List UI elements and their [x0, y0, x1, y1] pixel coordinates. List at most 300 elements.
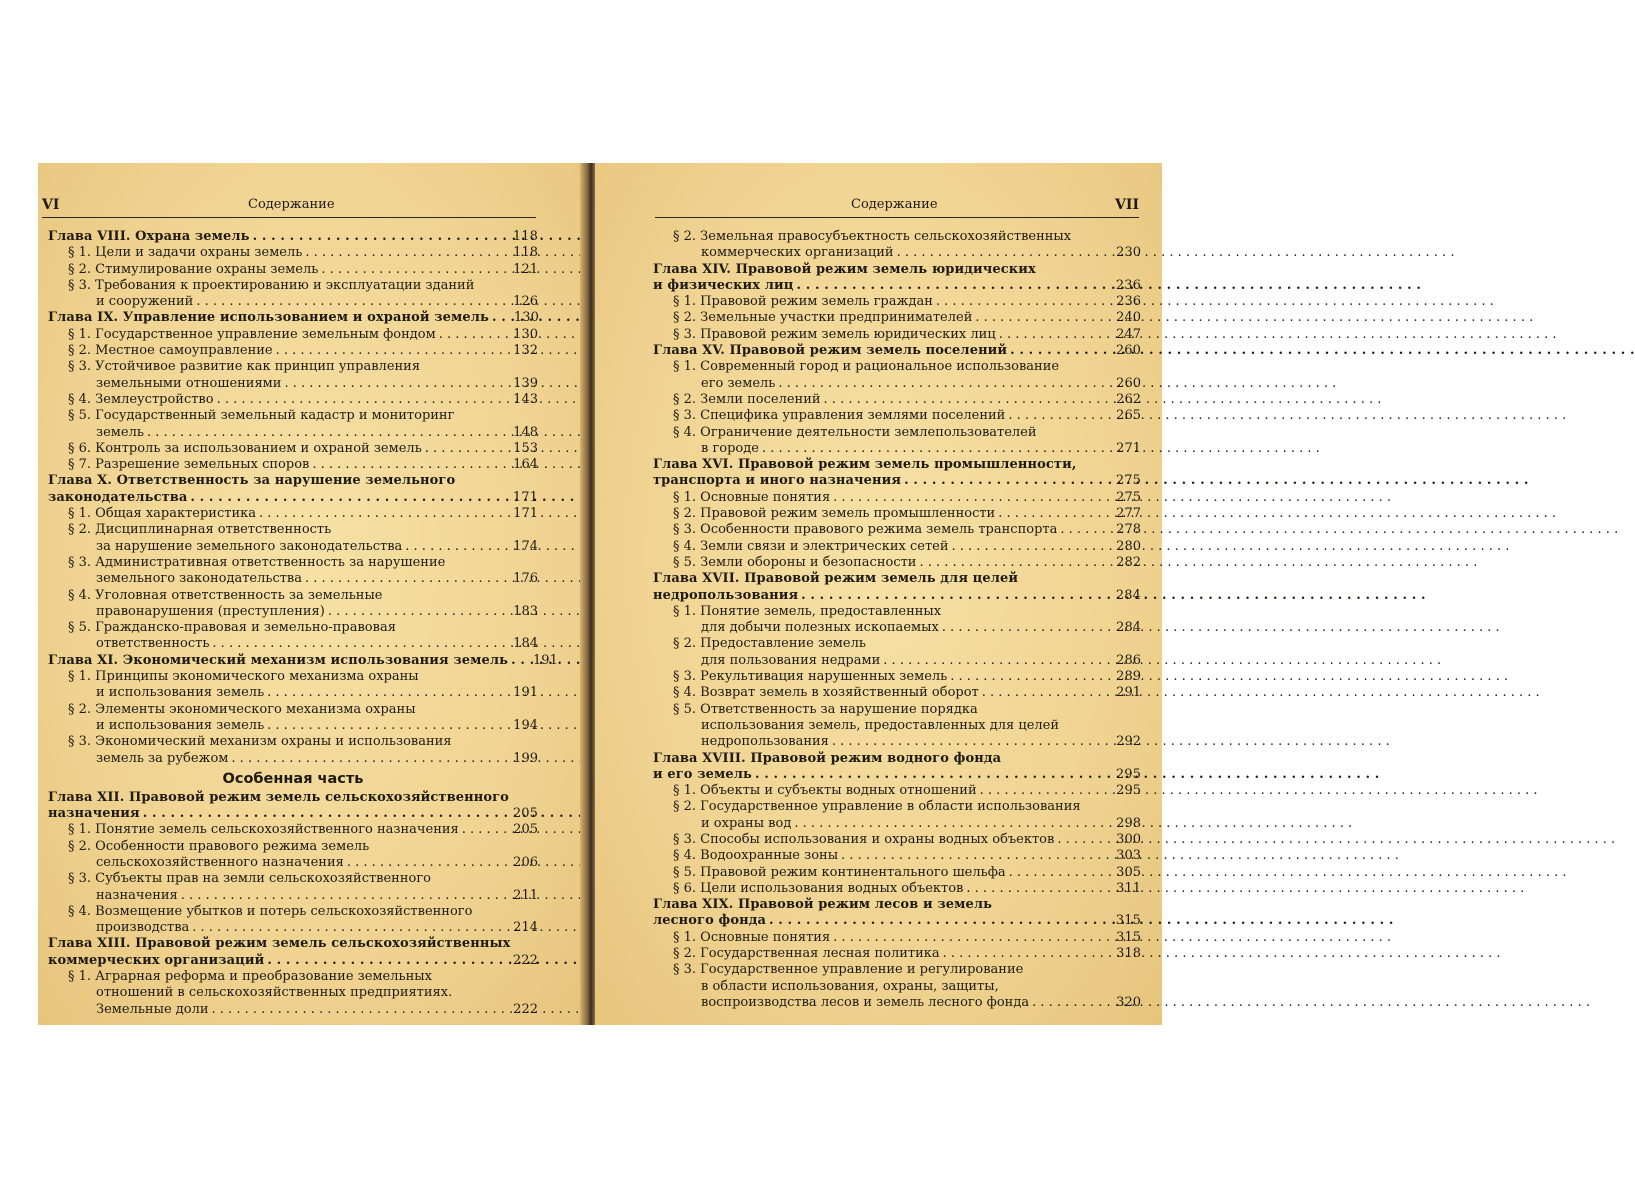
- toc-entry-title: недропользования: [701, 734, 829, 750]
- dot-leader: [833, 490, 1100, 506]
- dot-leader: [196, 294, 497, 310]
- dot-leader: [755, 767, 1100, 783]
- toc-chapter-entry: [653, 767, 1141, 783]
- toc-page-number: 318: [1116, 946, 1141, 962]
- toc-entry-title: § 6. Контроль за использованием и охраной земель: [68, 440, 422, 456]
- toc-entry-title: § 4. Возмещение убытков и потерь сельскохозяйственного: [68, 903, 473, 919]
- toc-chapter-entry: [653, 751, 1141, 767]
- part-heading: Особенная часть: [222, 770, 364, 787]
- toc-section-entry: [48, 839, 538, 855]
- toc-page-number: 183: [513, 603, 538, 619]
- toc-page-number: 265: [1116, 408, 1141, 424]
- toc-entry-continuation: [48, 425, 538, 441]
- toc-chapter-entry: [48, 806, 538, 822]
- toc-entry-title: § 2. Земельная правосубъектность сельскохозяйственных: [673, 229, 1072, 244]
- toc-section-entry: [653, 506, 1141, 522]
- dot-leader: [492, 310, 498, 326]
- toc-entry-continuation: [48, 539, 538, 555]
- toc-entry-title: за нарушение земельного законодательства: [96, 538, 403, 554]
- toc-section-entry: [653, 522, 1141, 538]
- book-spread: [38, 163, 1162, 1025]
- toc-entry-title: § 2. Стимулирование охраны земель: [68, 261, 319, 277]
- toc-entry-title: § 1. Объекты и субъекты водных отношений: [673, 783, 977, 799]
- toc-page-number: 205: [512, 806, 538, 822]
- dot-leader: [439, 327, 497, 343]
- toc-section-entry: [48, 408, 538, 424]
- toc-section-entry: [48, 904, 538, 920]
- toc-page-number: 262: [1116, 391, 1141, 407]
- toc-page-number: 275: [1116, 489, 1141, 505]
- dot-leader: [192, 920, 497, 936]
- toc-page-number: 153: [513, 440, 538, 456]
- toc-page-number: 130: [513, 326, 538, 342]
- dot-leader: [975, 310, 1100, 326]
- dot-leader: [312, 457, 497, 473]
- toc-page-number: 284: [1115, 587, 1141, 603]
- toc-section-entry: [653, 636, 1141, 652]
- toc-section-entry: [653, 604, 1141, 620]
- dot-leader: [982, 685, 1100, 701]
- toc-entry-title: § 3. Рекультивация нарушенных земель: [673, 669, 948, 685]
- dot-leader: [824, 392, 1100, 408]
- dot-leader: [797, 278, 1101, 294]
- toc-entry-title: § 1. Современный город и рациональное использование: [673, 359, 1060, 375]
- dot-leader: [998, 506, 1100, 522]
- toc-page-number: 222: [513, 1001, 538, 1017]
- dot-leader: [942, 620, 1100, 636]
- toc-entry-title: § 1. Общая характеристика: [68, 506, 256, 522]
- dot-leader: [217, 392, 497, 408]
- toc-section-entry: [653, 783, 1141, 799]
- toc-chapter-entry: [48, 790, 538, 806]
- dot-leader: [267, 685, 497, 701]
- toc-entry-title: Глава XIII. Правовой режим земель сельскохозяйственных: [48, 936, 511, 952]
- toc-section-entry: [48, 734, 538, 750]
- toc-page-number: 236: [1116, 294, 1141, 310]
- toc-entry-title: в городе: [701, 440, 759, 456]
- dot-leader: [267, 953, 497, 969]
- toc-entry-title: Глава X. Ответственность за нарушение земельного: [48, 473, 456, 489]
- toc-entry-title: и сооружений: [96, 294, 194, 310]
- toc-page-number: 222: [512, 952, 538, 968]
- toc-entry-title: § 3. Особенности правового режима земель транспорта: [673, 522, 1058, 538]
- toc-page-number: 286: [1116, 652, 1141, 668]
- left-table-of-contents: [48, 229, 559, 1018]
- toc-entry-title: § 4. Землеустройство: [68, 391, 214, 407]
- left-running-title: Содержание: [248, 197, 335, 212]
- dot-leader: [181, 888, 497, 904]
- toc-page-number: 315: [1115, 913, 1141, 929]
- right-page-number: VII: [1115, 197, 1139, 213]
- toc-entry-title: § 1. Правовой режим земель граждан: [673, 294, 933, 310]
- right-page: [595, 163, 1162, 1025]
- toc-entry-continuation: [653, 734, 1141, 750]
- toc-section-entry: [48, 278, 538, 294]
- toc-section-entry: [48, 702, 538, 718]
- toc-entry-title: § 7. Разрешение земельных споров: [68, 457, 310, 473]
- toc-page-number: 199: [513, 750, 538, 766]
- toc-section-entry: [653, 946, 1141, 962]
- toc-entry-title: § 3. Административная ответственность за нарушение: [68, 554, 446, 570]
- dot-leader: [212, 636, 497, 652]
- toc-entry-title: и физических лиц: [653, 277, 794, 293]
- toc-entry-title: Глава VIII. Охрана земель: [48, 229, 250, 244]
- dot-leader: [980, 783, 1100, 799]
- toc-entry-title: § 2. Предоставление земель: [673, 636, 866, 652]
- toc-page-number: 121: [513, 261, 538, 277]
- toc-page-number: 230: [1116, 245, 1141, 261]
- toc-entry-title: § 4. Водоохранные зоны: [673, 848, 839, 864]
- toc-entry-title: § 5. Гражданско-правовая и земельно-правовая: [68, 620, 396, 636]
- toc-entry-title: § 5. Ответственность за нарушение порядка: [673, 701, 978, 717]
- toc-page-number: 118: [512, 229, 538, 244]
- toc-entry-title: § 1. Аграрная реформа и преобразование земельных: [68, 969, 432, 985]
- right-table-of-contents: [653, 229, 1141, 1011]
- toc-entry-continuation: [653, 245, 1141, 261]
- dot-leader: [936, 294, 1100, 310]
- toc-section-entry: [653, 392, 1141, 408]
- toc-entry-title: § 3. Требования к проектированию и эксплуатации зданий: [68, 277, 475, 293]
- toc-entry-title: использования земель, предоставленных для целей: [701, 717, 1060, 733]
- toc-chapter-entry: [653, 588, 1141, 604]
- toc-entry-title: Глава XVII. Правовой режим земель для целей: [653, 571, 1019, 587]
- dot-leader: [405, 539, 497, 555]
- toc-entry-title: и охраны вод: [701, 815, 792, 831]
- toc-entry-title: § 1. Цели и задачи охраны земель: [68, 245, 303, 261]
- toc-entry-title: § 5. Земли обороны и безопасности: [673, 554, 917, 570]
- dot-leader: [950, 669, 1100, 685]
- dot-leader: [328, 604, 497, 620]
- toc-page-number: 139: [513, 375, 538, 391]
- toc-chapter-entry: [48, 473, 538, 489]
- dot-leader: [801, 588, 1100, 604]
- toc-chapter-entry: [653, 343, 1141, 359]
- toc-chapter-entry: [653, 913, 1141, 929]
- toc-chapter-entry: [48, 229, 538, 245]
- toc-chapter-entry: [653, 278, 1141, 294]
- toc-page-number: 320: [1116, 994, 1141, 1010]
- toc-section-entry: [653, 294, 1141, 310]
- dot-leader: [253, 229, 497, 245]
- dot-leader: [212, 1002, 497, 1018]
- toc-entry-continuation: [653, 620, 1141, 636]
- dot-leader: [305, 245, 497, 261]
- toc-entry-continuation: [48, 294, 538, 310]
- toc-page-number: 205: [513, 822, 538, 838]
- toc-entry-title: § 5. Правовой режим континентального шельфа: [673, 864, 1006, 880]
- toc-entry-title: для добычи полезных ископаемых: [701, 620, 939, 636]
- toc-entry-continuation: [653, 653, 1141, 669]
- left-page: [38, 163, 585, 1025]
- toc-page-number: 292: [1116, 734, 1141, 750]
- toc-entry-title: § 6. Цели использования водных объектов: [673, 880, 964, 896]
- toc-entry-title: § 1. Понятие земель, предоставленных: [673, 603, 942, 619]
- toc-entry-title: § 3. Устойчивое развитие как принцип управления: [68, 359, 421, 375]
- toc-entry-title: транспорта и иного назначения: [653, 473, 902, 489]
- toc-entry-title: сельскохозяйственного назначения: [96, 854, 344, 870]
- toc-page-number: 171: [513, 506, 538, 522]
- toc-entry-title: лесного фонда: [653, 913, 766, 929]
- toc-section-entry: [48, 506, 538, 522]
- toc-entry-title: § 3. Государственное управление и регулирование: [673, 962, 1024, 978]
- dot-leader: [778, 376, 1100, 392]
- dot-leader: [966, 881, 1100, 897]
- toc-page-number: 176: [513, 571, 538, 587]
- toc-entry-title: § 1. Основные понятия: [673, 929, 831, 945]
- toc-page-number: 291: [1116, 685, 1141, 701]
- toc-section-entry: [653, 832, 1141, 848]
- dot-leader: [276, 343, 497, 359]
- toc-page-number: 126: [513, 294, 538, 310]
- dot-leader: [1009, 865, 1100, 881]
- toc-entry-title: Глава XV. Правовой режим земель поселений: [653, 343, 1008, 359]
- toc-entry-title: земель: [96, 424, 144, 440]
- toc-entry-title: назначения: [96, 887, 178, 903]
- toc-section-entry: [48, 620, 538, 636]
- toc-section-entry: [653, 229, 1141, 245]
- toc-section-entry: [653, 865, 1141, 881]
- toc-entry-title: правонарушения (преступления): [96, 603, 325, 619]
- toc-section-entry: [653, 555, 1141, 571]
- toc-entry-title: земель за рубежом: [96, 750, 229, 766]
- toc-entry-title: Глава XII. Правовой режим земель сельскохозяйственного: [48, 789, 509, 805]
- toc-entry-continuation: [48, 376, 538, 392]
- dot-leader: [1010, 343, 1100, 359]
- toc-page-number: 174: [513, 538, 538, 554]
- toc-entry-title: § 4. Ограничение деятельности землепользователей: [673, 424, 1037, 440]
- toc-chapter-entry: [48, 310, 538, 326]
- dot-leader: [897, 245, 1100, 261]
- toc-page-number: 214: [513, 920, 538, 936]
- toc-section-entry: [48, 588, 538, 604]
- toc-entry-title: § 2. Правовой режим земель промышленности: [673, 506, 996, 522]
- toc-page-number: 303: [1116, 848, 1141, 864]
- toc-entry-title: земельного законодательства: [96, 571, 302, 587]
- toc-entry-title: и использования земель: [96, 717, 265, 733]
- toc-page-number: 240: [1116, 310, 1141, 326]
- toc-section-entry: [48, 871, 538, 887]
- toc-section-entry: [48, 441, 538, 457]
- toc-section-entry: [48, 262, 538, 278]
- toc-page-number: 311: [1116, 880, 1141, 896]
- toc-page-number: 132: [513, 343, 538, 359]
- toc-page-number: 191: [513, 685, 538, 701]
- toc-entry-title: § 2. Особенности правового режима земель: [68, 838, 370, 854]
- toc-entry-continuation: [653, 441, 1141, 457]
- toc-entry-title: § 5. Государственный земельный кадастр и мониторинг: [68, 408, 455, 424]
- toc-entry-title: § 1. Основные понятия: [673, 489, 831, 505]
- toc-section-entry: [653, 310, 1141, 326]
- dot-leader: [190, 490, 497, 506]
- toc-section-entry: [653, 539, 1141, 555]
- toc-entry-title: § 1. Государственное управление земельным фондом: [68, 326, 436, 342]
- toc-section-entry: [48, 392, 538, 408]
- toc-section-entry: [48, 669, 538, 685]
- toc-entry-title: и использования земель: [96, 685, 265, 701]
- toc-entry-continuation: [48, 855, 538, 871]
- dot-leader: [284, 376, 497, 392]
- toc-page-number: 300: [1116, 831, 1141, 847]
- dot-leader: [511, 653, 517, 669]
- dot-leader: [1032, 995, 1100, 1011]
- toc-section-entry: [653, 962, 1141, 978]
- dot-leader: [762, 441, 1100, 457]
- toc-entry-title: земельными отношениями: [96, 375, 282, 391]
- toc-entry-title: назначения: [48, 806, 140, 822]
- toc-section-entry: [653, 408, 1141, 424]
- toc-entry-title: Земельные доли: [96, 1001, 209, 1017]
- toc-entry-continuation: [653, 718, 1141, 734]
- dot-leader: [425, 441, 497, 457]
- right-running-title: Содержание: [851, 197, 938, 212]
- toc-entry-continuation: [48, 604, 538, 620]
- toc-entry-continuation: [653, 816, 1141, 832]
- toc-chapter-entry: [653, 897, 1141, 913]
- toc-entry-title: § 3. Экономический механизм охраны и использования: [68, 734, 452, 750]
- toc-section-entry: [653, 669, 1141, 685]
- toc-entry-title: § 3. Субъекты прав на земли сельскохозяйственного: [68, 871, 431, 887]
- dot-leader: [1057, 832, 1100, 848]
- dot-leader: [231, 751, 497, 767]
- left-page-number: VI: [42, 197, 60, 213]
- toc-chapter-entry: [653, 473, 1141, 489]
- toc-page-number: 130: [513, 310, 539, 326]
- dot-leader: [321, 262, 497, 278]
- toc-section-entry: [653, 848, 1141, 864]
- toc-entry-title: § 2. Местное самоуправление: [68, 343, 273, 359]
- dot-leader: [1060, 522, 1100, 538]
- toc-page-number: 275: [1115, 473, 1141, 489]
- toc-page-number: 278: [1116, 522, 1141, 538]
- toc-page-number: 247: [1116, 326, 1141, 342]
- toc-entry-title: в области использования, охраны, защиты,: [701, 978, 999, 994]
- toc-page-number: 282: [1116, 554, 1141, 570]
- toc-entry-title: производства: [96, 920, 190, 936]
- toc-entry-title: коммерческих организаций: [701, 245, 894, 261]
- dot-leader: [147, 425, 497, 441]
- toc-section-entry: [653, 490, 1141, 506]
- dot-leader: [952, 539, 1101, 555]
- toc-entry-continuation: [48, 685, 538, 701]
- toc-entry-continuation: [48, 888, 538, 904]
- toc-entry-title: и его земель: [653, 766, 752, 782]
- toc-page-number: 298: [1116, 815, 1141, 831]
- toc-entry-title: Глава XIV. Правовой режим земель юридических: [653, 261, 1036, 277]
- toc-page-number: 271: [1116, 440, 1141, 456]
- toc-section-entry: [653, 930, 1141, 946]
- toc-page-number: 194: [513, 717, 538, 733]
- toc-page-number: 171: [512, 489, 538, 505]
- toc-chapter-entry: [653, 457, 1141, 473]
- toc-chapter-entry: [48, 652, 559, 669]
- toc-entry-title: § 2. Элементы экономического механизма охраны: [68, 701, 416, 717]
- dot-leader: [999, 327, 1100, 343]
- toc-section-entry: [653, 425, 1141, 441]
- toc-chapter-entry: [653, 571, 1141, 587]
- dot-leader: [143, 806, 497, 822]
- dot-leader: [462, 822, 497, 838]
- toc-section-entry: [653, 685, 1141, 701]
- toc-entry-title: § 1. Понятие земель сельскохозяйственного назначения: [68, 822, 459, 838]
- toc-entry-continuation: [48, 1002, 538, 1018]
- toc-entry-continuation: [48, 636, 538, 652]
- toc-section-entry: [48, 969, 538, 985]
- dot-leader: [769, 913, 1100, 929]
- toc-entry-continuation: [48, 751, 538, 767]
- right-page-header: [655, 193, 1139, 218]
- toc-entry-title: § 2. Дисциплинарная ответственность: [68, 522, 332, 538]
- toc-entry-title: воспроизводства лесов и земель лесного фонда: [701, 994, 1030, 1010]
- toc-entry-title: его земель: [701, 375, 776, 391]
- toc-chapter-entry: [48, 490, 538, 506]
- toc-chapter-entry: [48, 936, 538, 952]
- toc-entry-title: § 3. Правовой режим земель юридических лиц: [673, 326, 996, 342]
- toc-page-number: 280: [1116, 538, 1141, 554]
- toc-section-entry: [48, 245, 538, 261]
- dot-leader: [267, 718, 497, 734]
- toc-entry-title: законодательства: [48, 489, 188, 505]
- toc-page-number: 277: [1116, 506, 1141, 522]
- dot-leader: [1008, 408, 1100, 424]
- dot-leader: [832, 734, 1100, 750]
- toc-entry-title: § 1. Принципы экономического механизма охраны: [68, 669, 419, 685]
- toc-section-entry: [48, 327, 538, 343]
- dot-leader: [919, 555, 1100, 571]
- toc-section-entry: [48, 343, 538, 359]
- toc-section-entry: [653, 799, 1141, 815]
- toc-entry-title: § 3. Специфика управления землями поселений: [673, 408, 1006, 424]
- toc-page-number: 236: [1115, 277, 1141, 293]
- toc-page-number: 260: [1116, 375, 1141, 391]
- toc-section-entry: [48, 359, 538, 375]
- toc-entry-continuation: [653, 979, 1141, 995]
- toc-entry-title: § 2. Государственное управление в области использования: [673, 799, 1081, 815]
- toc-page-number: 143: [513, 391, 538, 407]
- dot-leader: [833, 930, 1100, 946]
- toc-entry-title: § 3. Способы использования и охраны водных объектов: [673, 831, 1055, 847]
- dot-leader: [841, 848, 1100, 864]
- toc-section-entry: [653, 881, 1141, 897]
- toc-entry-continuation: [48, 985, 538, 1001]
- toc-page-number: 295: [1116, 783, 1141, 799]
- toc-entry-continuation: [48, 920, 538, 936]
- toc-entry-continuation: [48, 718, 538, 734]
- dot-leader: [943, 946, 1100, 962]
- toc-section-entry: [48, 555, 538, 571]
- dot-leader: [904, 473, 1100, 489]
- toc-page-number: 118: [513, 245, 538, 261]
- toc-chapter-entry: [48, 953, 538, 969]
- toc-page-number: 305: [1116, 864, 1141, 880]
- toc-page-number: 284: [1116, 620, 1141, 636]
- dot-leader: [794, 816, 1100, 832]
- toc-page-number: 164: [513, 457, 538, 473]
- dot-leader: [259, 506, 497, 522]
- toc-page-number: 295: [1115, 766, 1141, 782]
- toc-entry-title: коммерческих организаций: [48, 952, 265, 968]
- toc-entry-title: § 2. Земли поселений: [673, 391, 821, 407]
- toc-page-number: 315: [1116, 929, 1141, 945]
- toc-entry-title: § 2. Земельные участки предпринимателей: [673, 310, 973, 326]
- toc-entry-continuation: [653, 376, 1141, 392]
- toc-page-number: 211: [513, 887, 538, 903]
- dot-leader: [883, 653, 1100, 669]
- toc-page-number: 206: [513, 854, 538, 870]
- toc-page-number: 260: [1115, 343, 1141, 359]
- toc-section-entry: [653, 327, 1141, 343]
- toc-entry-title: Глава XIX. Правовой режим лесов и земель: [653, 897, 993, 913]
- toc-entry-title: отношений в сельскохозяйственных предприятиях.: [96, 985, 453, 1001]
